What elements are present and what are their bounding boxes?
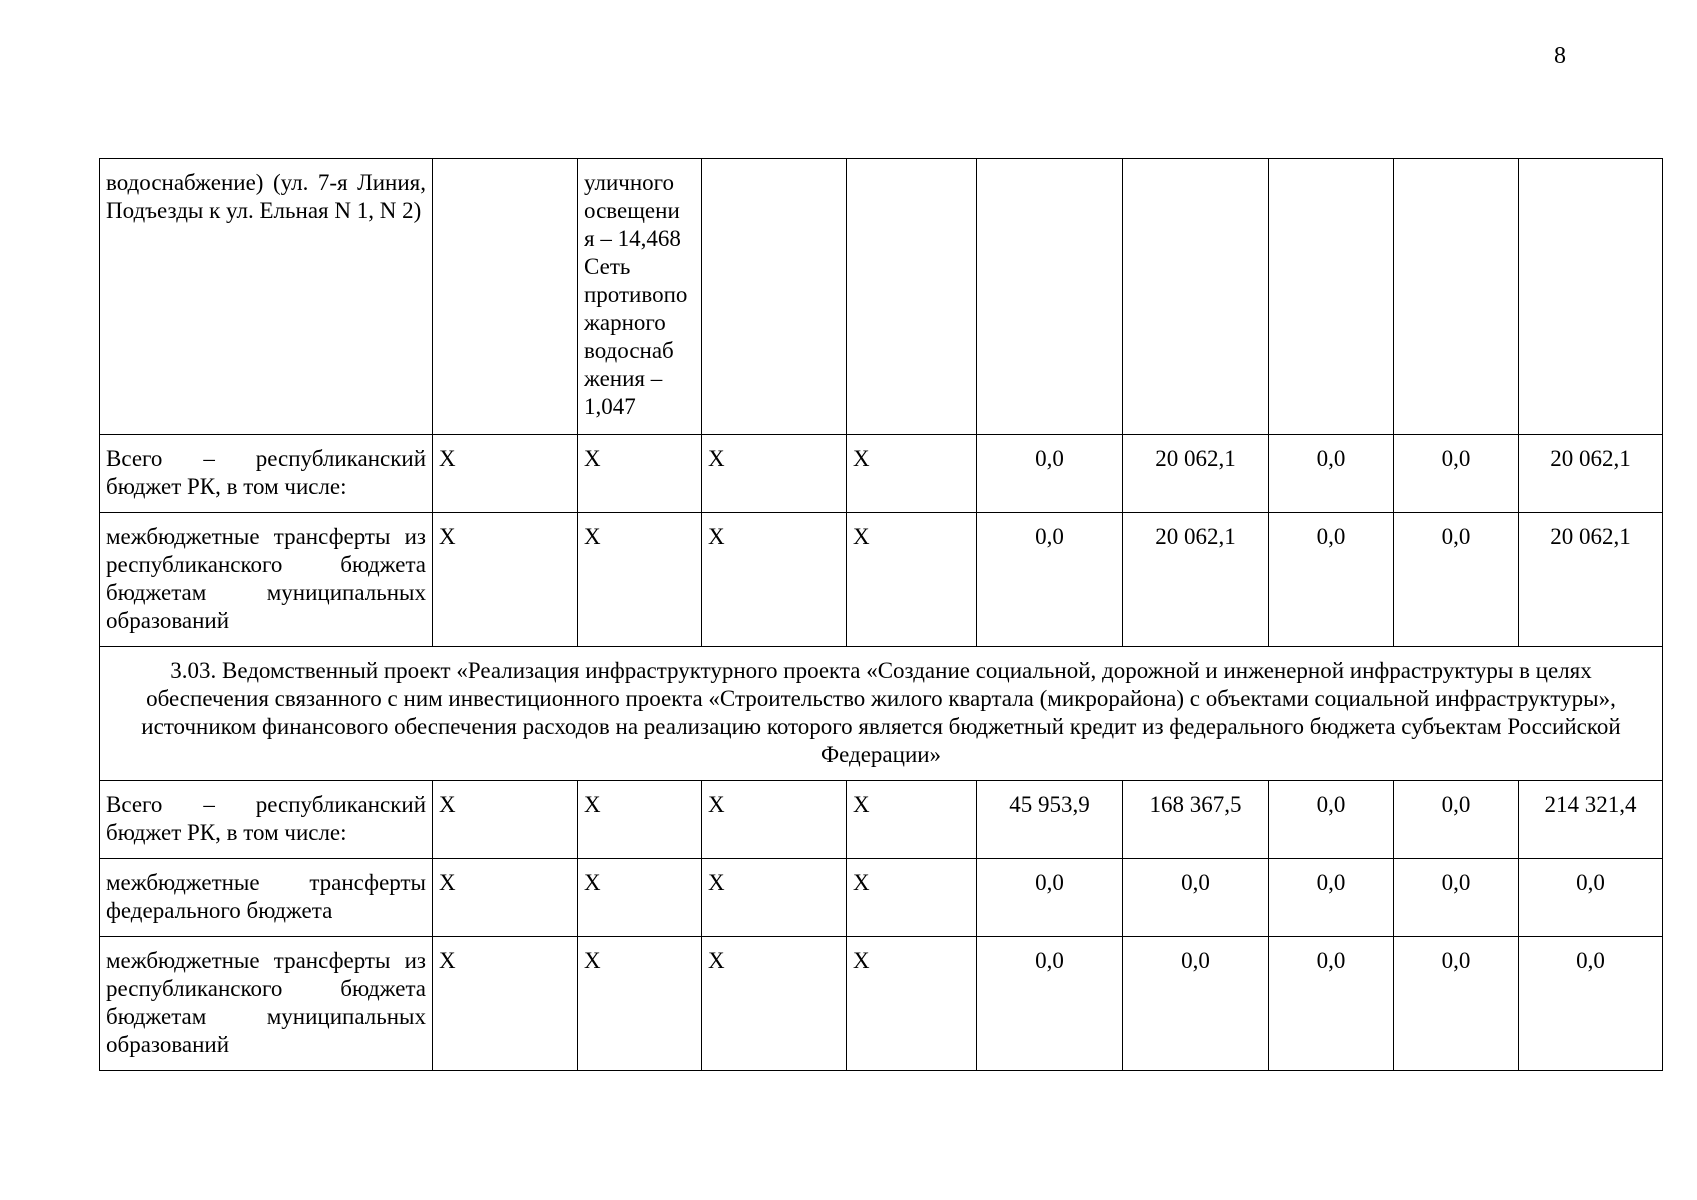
cell-value: 0,0 bbox=[977, 435, 1123, 513]
cell-mark: X bbox=[847, 513, 977, 647]
table-row-transfers bbox=[100, 513, 1663, 647]
cell-mark: X bbox=[702, 513, 847, 647]
cell-mark: X bbox=[847, 435, 977, 513]
cell-value: 20 062,1 bbox=[1519, 435, 1663, 513]
capacity-line: жарного bbox=[584, 310, 666, 335]
cell-empty bbox=[1519, 159, 1663, 435]
cell-value: 20 062,1 bbox=[1123, 513, 1269, 647]
cell-value: 0,0 bbox=[1394, 513, 1519, 647]
capacity-line: Сеть bbox=[584, 254, 631, 279]
table-row-continued bbox=[100, 159, 1663, 435]
cell-empty bbox=[702, 159, 847, 435]
cell-empty bbox=[1123, 159, 1269, 435]
budget-table bbox=[99, 158, 1663, 1071]
cell-object-name: водоснабжение) (ул. 7-я Линия, Подъезды к ул. Ельная N 1, N 2) bbox=[100, 159, 433, 435]
page-number: 8 bbox=[1554, 43, 1566, 69]
cell-value: 0,0 bbox=[977, 859, 1123, 937]
capacity-line: водоснаб bbox=[584, 338, 674, 363]
cell-value: 0,0 bbox=[1269, 937, 1394, 1071]
cell-value: 0,0 bbox=[1123, 859, 1269, 937]
cell-mark: X bbox=[702, 859, 847, 937]
capacity-line: освещени bbox=[584, 198, 680, 223]
cell-mark: X bbox=[847, 937, 977, 1071]
cell-value: 0,0 bbox=[1269, 781, 1394, 859]
cell-value: 0,0 bbox=[977, 937, 1123, 1071]
cell-row-label: межбюджетные трансферты из республиканского бюджета бюджетам муниципальных образований bbox=[100, 513, 433, 647]
cell-mark: X bbox=[433, 937, 578, 1071]
cell-mark: X bbox=[433, 435, 578, 513]
cell-row-label: межбюджетные трансферты федерального бюджета bbox=[100, 859, 433, 937]
table-row-transfers bbox=[100, 937, 1663, 1071]
cell-mark: X bbox=[578, 859, 702, 937]
cell-value: 0,0 bbox=[1519, 859, 1663, 937]
cell-value: 168 367,5 bbox=[1123, 781, 1269, 859]
table-row-total bbox=[100, 781, 1663, 859]
cell-mark: X bbox=[847, 859, 977, 937]
cell-value: 0,0 bbox=[977, 513, 1123, 647]
cell-value: 20 062,1 bbox=[1123, 435, 1269, 513]
cell-mark: X bbox=[702, 937, 847, 1071]
cell-value: 0,0 bbox=[1519, 937, 1663, 1071]
cell-mark: X bbox=[433, 781, 578, 859]
cell-mark: X bbox=[702, 435, 847, 513]
capacity-line: жения – bbox=[584, 366, 663, 391]
capacity-line: 1,047 bbox=[584, 394, 636, 419]
cell-mark: X bbox=[578, 435, 702, 513]
cell-value: 0,0 bbox=[1394, 435, 1519, 513]
table-row-section-header bbox=[100, 647, 1663, 781]
cell-row-label: Всего – республиканский бюджет РК, в том числе: bbox=[100, 435, 433, 513]
cell-mark: X bbox=[702, 781, 847, 859]
cell-empty bbox=[1394, 159, 1519, 435]
cell-empty bbox=[433, 159, 578, 435]
cell-mark: X bbox=[578, 513, 702, 647]
cell-empty bbox=[977, 159, 1123, 435]
cell-mark: X bbox=[578, 937, 702, 1071]
cell-value: 0,0 bbox=[1269, 435, 1394, 513]
capacity-line: противопо bbox=[584, 282, 688, 307]
capacity-line: уличного bbox=[584, 170, 675, 195]
table-row-federal-transfers bbox=[100, 859, 1663, 937]
cell-value: 0,0 bbox=[1394, 859, 1519, 937]
cell-value: 0,0 bbox=[1394, 937, 1519, 1071]
cell-value: 214 321,4 bbox=[1519, 781, 1663, 859]
cell-empty bbox=[847, 159, 977, 435]
cell-value: 0,0 bbox=[1394, 781, 1519, 859]
section-title: 3.03. Ведомственный проект «Реализация инфраструктурного проекта «Создание социальной, дорожной и инженерной инфраструктуры в целях обеспечения связанного с ним инвестиционного проекта «Строительство жилого квартала (микрорайона) с объектами социальной инфраструктуры», источником финансового обеспечения расходов на реализацию которого является бюджетный кредит из федерального бюджета субъектам Российской Федерации» bbox=[100, 647, 1663, 781]
cell-value: 20 062,1 bbox=[1519, 513, 1663, 647]
cell-value: 45 953,9 bbox=[977, 781, 1123, 859]
cell-mark: X bbox=[578, 781, 702, 859]
cell-value: 0,0 bbox=[1269, 513, 1394, 647]
capacity-line: я – 14,468 bbox=[584, 226, 681, 251]
cell-row-label: межбюджетные трансферты из республиканского бюджета бюджетам муниципальных образований bbox=[100, 937, 433, 1071]
cell-value: 0,0 bbox=[1123, 937, 1269, 1071]
cell-value: 0,0 bbox=[1269, 859, 1394, 937]
cell-mark: X bbox=[433, 859, 578, 937]
table-row-total bbox=[100, 435, 1663, 513]
cell-capacity bbox=[578, 159, 702, 435]
cell-mark: X bbox=[433, 513, 578, 647]
cell-mark: X bbox=[847, 781, 977, 859]
cell-empty bbox=[1269, 159, 1394, 435]
cell-row-label: Всего – республиканский бюджет РК, в том числе: bbox=[100, 781, 433, 859]
